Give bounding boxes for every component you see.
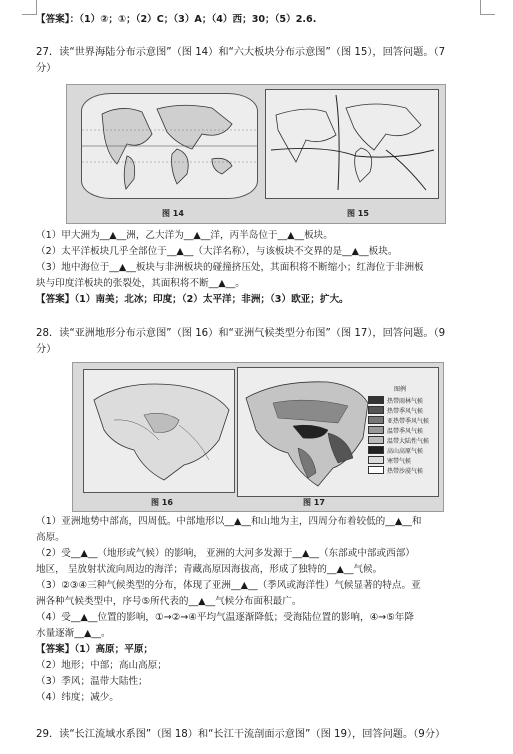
answer-27: 【答案】（1）南美；北冰；印度；（2）太平洋；非洲；（3）欧亚；扩大。	[36, 294, 349, 305]
answer-28-part-3: （3）季风；温带大陆性；	[36, 676, 148, 687]
figure-16-caption: 图 16	[151, 498, 173, 507]
question-27-part-3: （3）地中海位于__▲__板块与非洲板块的碰撞挤压处，其面积将不断缩小；红海位于非洲板	[36, 262, 424, 273]
answer-28-part-4: （4）纬度；减少。	[36, 692, 119, 703]
question-28-stem-cont: 分）	[36, 344, 57, 355]
answer-28: 【答案】（1）高原；平原；	[36, 644, 153, 655]
legend-item: 热带沙漠气候	[368, 466, 432, 474]
question-28-part-3: （3）②③④三种气候类型的分布，体现了亚洲__▲__（季风或海洋性）气候显著的特点。亚	[36, 580, 421, 591]
asia-terrain-sketch	[84, 370, 234, 492]
plate-map-figure-15	[265, 89, 439, 199]
asia-terrain-figure-16	[83, 369, 235, 493]
question-29-stem: 29．读“长江流域水系图”（图 18）和“长江干流剖面示意图”（图 19），回答问题。（9分）	[36, 729, 446, 740]
climate-legend	[368, 384, 432, 476]
question-27-part-3-cont: 块与印度洋板块的张裂处，其面积将不断__▲__。	[36, 278, 245, 289]
figure-14-15-photo	[66, 84, 446, 224]
question-28-stem: 28．读“亚洲地形分布示意图”（图 16）和“亚洲气候类型分布图”（图 17），回答问题。（9	[36, 328, 446, 339]
figure-15-caption: 图 15	[347, 209, 369, 218]
legend-item: 热带季风气候	[368, 406, 432, 414]
legend-item: 温带大陆性气候	[368, 436, 432, 444]
plate-map-sketch	[266, 90, 438, 198]
legend-item: 寒带气候	[368, 456, 432, 464]
question-28-part-2-cont: 地区， 呈放射状流向周边的海洋；青藏高原因海拔高，形成了独特的__▲__气候。	[36, 564, 383, 575]
figure-14-caption: 图 14	[162, 209, 184, 218]
question-28-part-3-cont: 洲各种气候类型中，序号⑤所代表的__▲__气候分布面积最广。	[36, 596, 302, 607]
question-28-part-4-cont: 水量逐渐__▲__。	[36, 628, 111, 639]
world-map-sketch	[82, 94, 257, 198]
question-28-part-1-cont: 高原。	[36, 532, 65, 543]
world-map-figure-14	[81, 93, 258, 199]
asia-climate-figure-17	[237, 367, 439, 497]
answer-line-26: 【答案】：（1）②；①；（2）C；（3）A；（4）西；30；（5）2.6.	[36, 14, 317, 25]
legend-item: 温带季风气候	[368, 426, 432, 434]
question-28-part-4: （4）受__▲__位置的影响，①→②→④平均气温逐渐降低；受海陆位置的影响，④→⑤年降	[36, 612, 415, 623]
figure-16-17-photo	[72, 362, 444, 512]
question-27-stem-cont: 分）	[36, 63, 57, 74]
question-28-part-2: （2）受__▲__（地形或气候）的影响， 亚洲的大河多发源于__▲__（东部或中部或西部）	[36, 548, 415, 559]
figure-17-caption: 图 17	[303, 498, 325, 507]
legend-title: 图例	[393, 386, 406, 393]
legend-item: 亚热带季风气候	[368, 416, 432, 424]
page-corner-mark-left	[22, 0, 37, 15]
question-27-part-2: （2）太平洋板块几乎全部位于__▲__（大洋名称），与该板块不交界的是__▲__板块。	[36, 246, 398, 257]
question-27-part-1: （1）甲大洲为__▲__洲，乙大洋为__▲__洋，丙半岛位于__▲__板块。	[36, 230, 333, 241]
answer-28-part-2: （2）地形；中部；高山高原；	[36, 660, 167, 671]
legend-item: 热带雨林气候	[368, 396, 432, 404]
question-27-stem: 27．读“世界海陆分布示意图”（图 14）和“六大板块分布示意图”（图 15），回答问题。（7	[36, 47, 446, 58]
question-28-part-1: （1）亚洲地势中部高，四周低。中部地形以__▲__和山地为主，四周分布着较低的__▲__和	[36, 516, 422, 527]
legend-item: 高山高原气候	[368, 446, 432, 454]
